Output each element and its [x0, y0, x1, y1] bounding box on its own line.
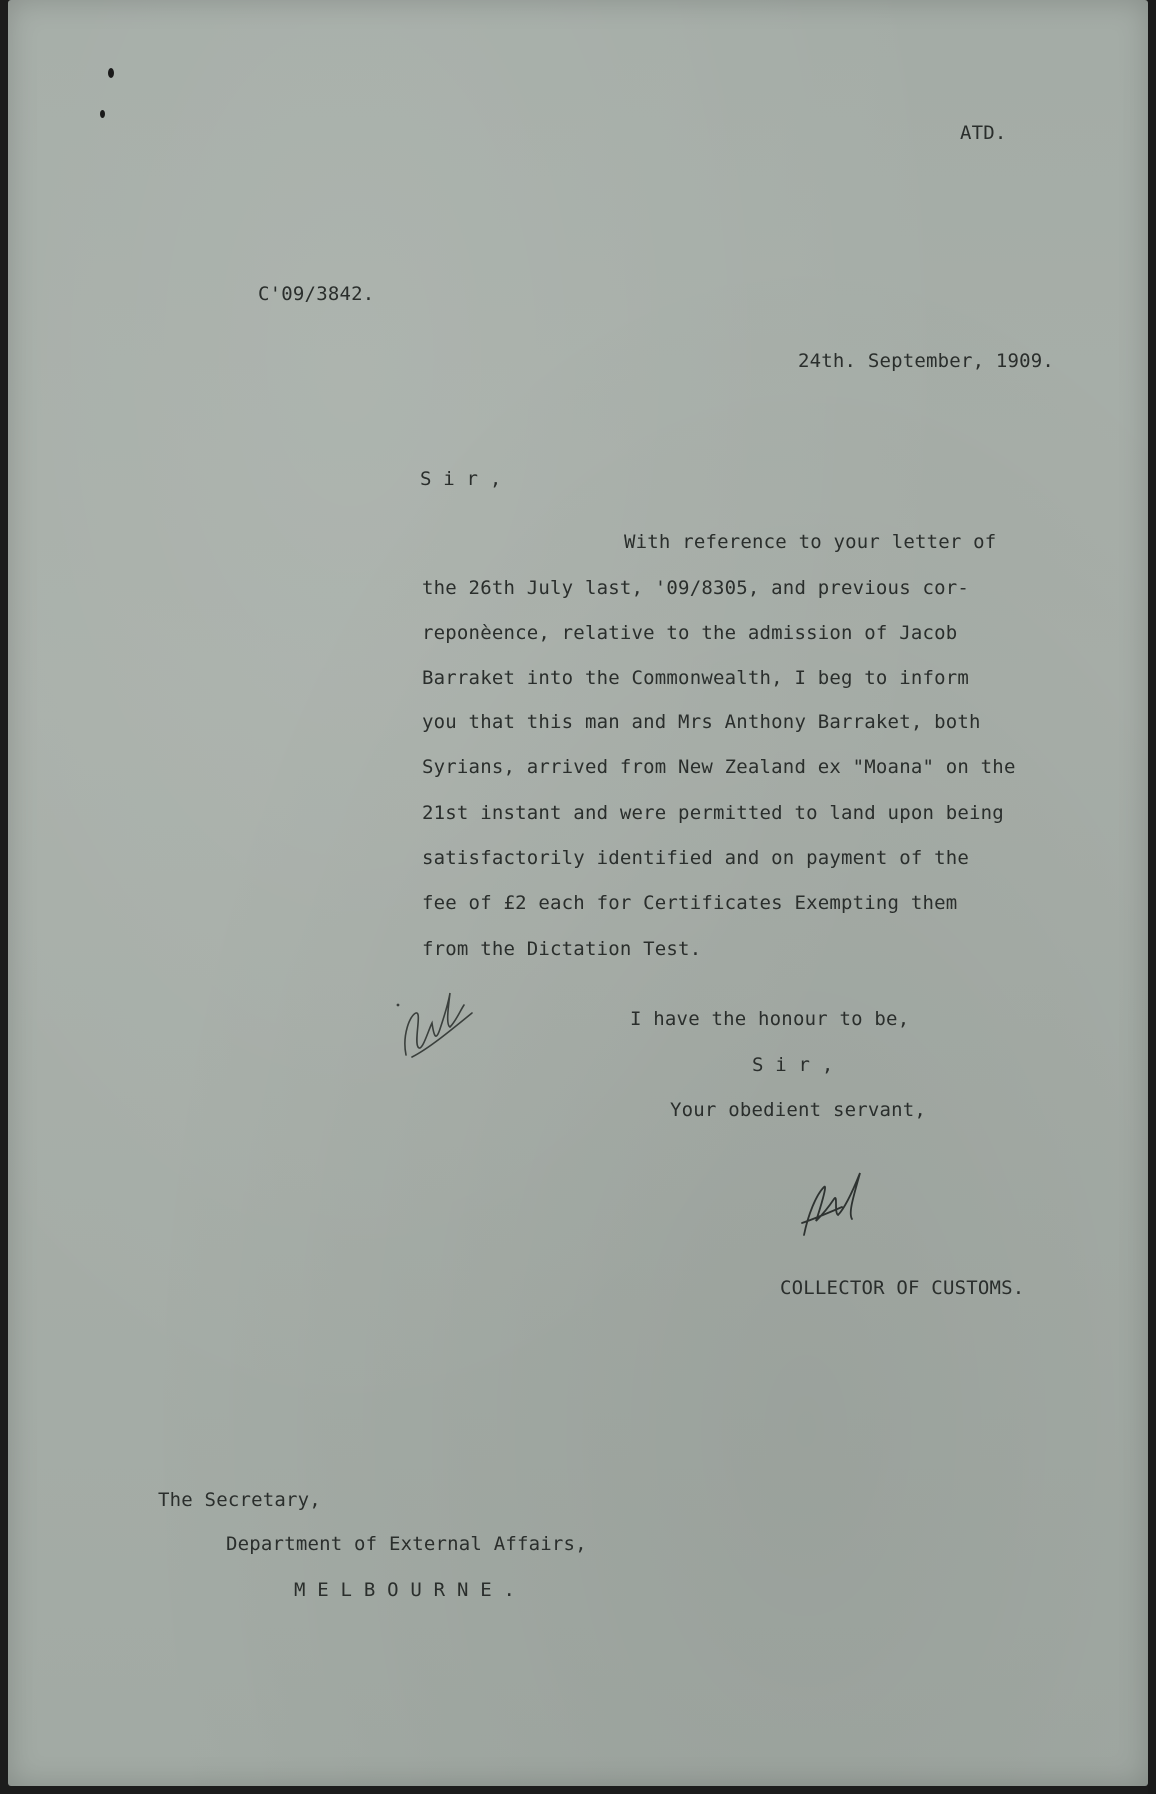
body-line: fee of £2 each for Certificates Exempting them — [422, 892, 958, 914]
signature-title: COLLECTOR OF CUSTOMS. — [780, 1277, 1025, 1299]
body-line: Barraket into the Commonwealth, I beg to inform — [422, 667, 970, 689]
closing-line: I have the honour to be, — [630, 1008, 910, 1030]
punch-mark — [100, 110, 105, 118]
body-line: satisfactorily identified and on payment of the — [422, 847, 970, 869]
body-line: reponèence, relative to the admission of Jacob — [422, 622, 958, 644]
body-line: Syrians, arrived from New Zealand ex "Moana" on the — [422, 756, 1016, 778]
closing-line: Your obedient servant, — [670, 1099, 927, 1121]
body-line: you that this man and Mrs Anthony Barraket, both — [422, 711, 981, 733]
addressee-department: Department of External Affairs, — [226, 1533, 587, 1555]
initials: ATD. — [960, 122, 1007, 144]
addressee-name: The Secretary, — [158, 1489, 321, 1511]
body-line: With reference to your letter of — [624, 531, 997, 553]
letter-page — [8, 0, 1148, 1786]
body-line: the 26th July last, '09/8305, and previous cor- — [422, 577, 970, 599]
pencil-initials — [392, 975, 482, 1065]
scan-edge — [1148, 0, 1156, 1794]
signature — [794, 1165, 884, 1245]
addressee-city: M E L B O U R N E . — [294, 1579, 516, 1601]
reference-number: C'09/3842. — [258, 283, 375, 305]
letter-date: 24th. September, 1909. — [798, 350, 1055, 372]
closing-salutation: S i r , — [752, 1054, 834, 1076]
punch-mark — [108, 68, 114, 78]
body-line: 21st instant and were permitted to land upon being — [422, 802, 1004, 824]
salutation: S i r , — [420, 468, 502, 490]
body-line: from the Dictation Test. — [422, 938, 702, 960]
